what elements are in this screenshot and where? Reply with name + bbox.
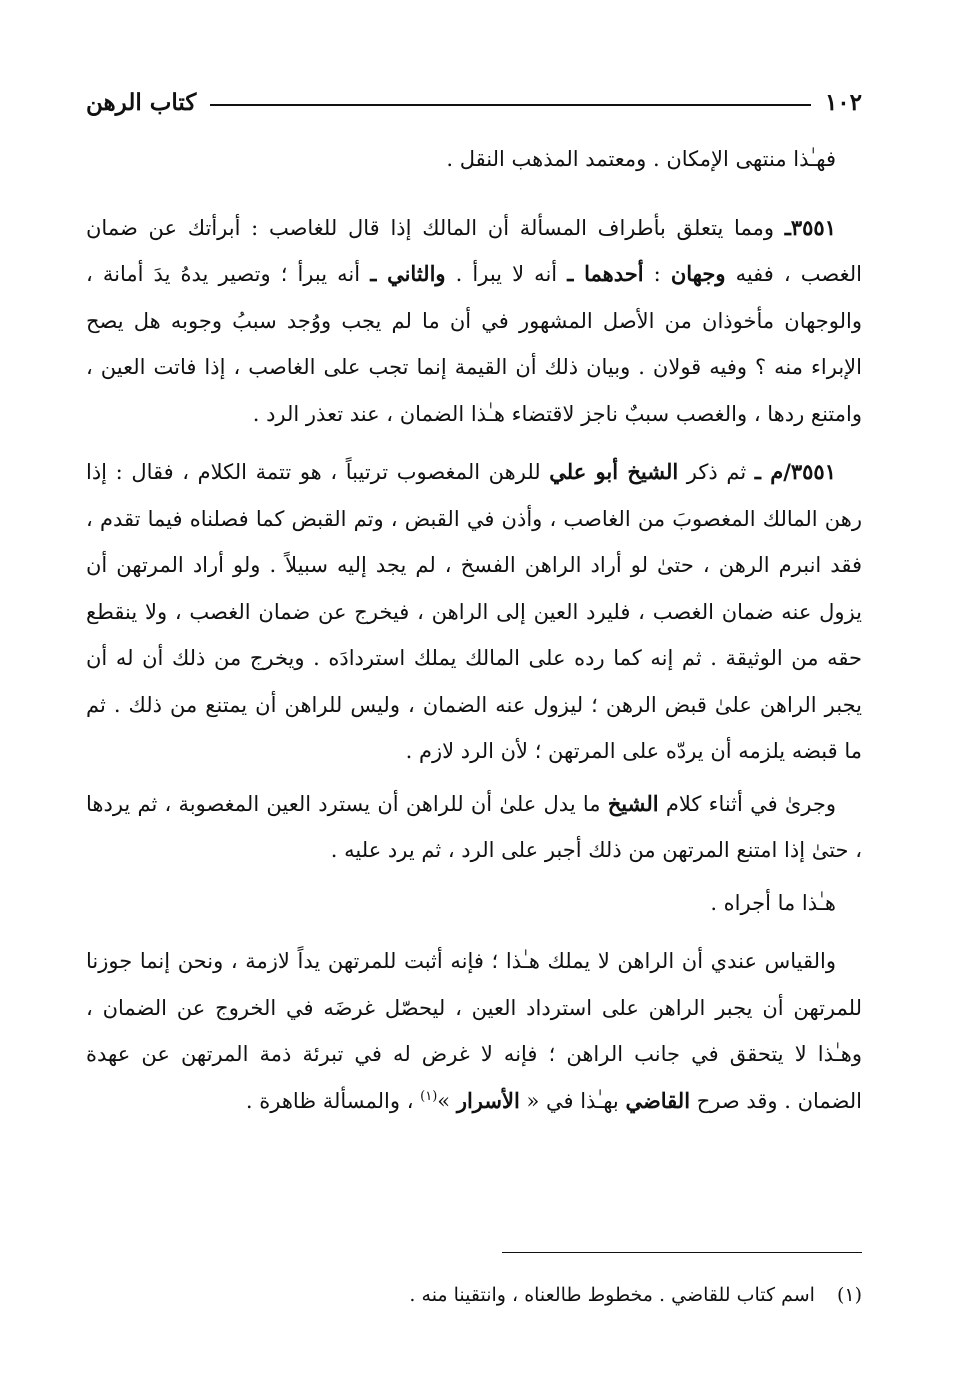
paragraph-4: [86, 781, 862, 874]
text-segment: ومما يتعلق بأطراف المسألة أن المالك إذا قال للغاصب : أبرأتك عن ضمان الغصب ، ففيه: [86, 215, 862, 286]
running-title: كتاب الرهن: [86, 88, 197, 116]
bold-term: أحدهما ـ: [567, 261, 644, 286]
text-segment: ما يدل علىٰ أن للراهن أن يسترد العين المغصوبة ، ثم يردها ، حتىٰ إذا امتنع المرتهن من ذلك أجبر على الرد ، ثم يرد عليه .: [86, 791, 862, 862]
header-rule: [210, 104, 811, 106]
text-segment: للرهن المغصوب ترتيباً ، هو تتمة الكلام ، فقال : إذا رهن المالك المغصوبَ من الغاصب ، وأذن في القبض ، وتم القبض كما فصلناه فيما تقدم ، فقد انبرم الرهن ، حتىٰ لو أراد الراهن الفسخ ، لم يجد إليه سبيلاً . ولو أراد المرتهن أن يزول عنه ضمان الغصب ، فليرد العين إلى الراهن ، فيخرج عن ضمان الغصب ، ولا ينقطع حقه من الوثيقة . ثم إنه كما رده على المالك يملك استردادَه . ويخرج من ذلك أن له أن يجبر الراهن علىٰ قبض الرهن ؛ ليزول عنه الضمان ، وليس للراهن أن يمتنع من ذلك . ثم ما قبضه يلزمه أن يردّه على المرتهن ؛ لأن الرد لازم .: [86, 460, 862, 763]
text-segment: أنه يبرأ ؛ وتصير يدهُ يدَ أمانة ، والوجهان مأخوذان من الأصل المشهور في أن ما لم يجب ووُجد سببُ وجوبه هل يصح الإبراء منه ؟ وفيه قولان . وبيان ذلك أن القيمة إنما تجب على الغاصب ، إذا فاتت العين ، وامتنع ردها ، والغصب سببٌ ناجز لاقتضاء هـٰذا الضمان ، عند تعذر الرد .: [86, 262, 862, 426]
paragraph-6: [86, 938, 862, 1124]
paragraph-3551-m: [86, 449, 862, 775]
text-segment: وجرىٰ في أثناء كلام: [658, 791, 836, 816]
footnote-reference[interactable]: (١): [420, 1088, 438, 1104]
text-segment: بهـٰذا في «: [519, 1088, 626, 1113]
text-segment: ثم ذكر: [678, 460, 755, 484]
footnote: [86, 1280, 862, 1310]
document-page: [86, 0, 862, 1390]
running-header: [86, 82, 862, 122]
paragraph-1: فهـٰذا منتهى الإمكان . ومعتمد المذهب النقل .: [446, 147, 836, 171]
issue-number: ٣٥٥١ـ: [784, 214, 836, 240]
text-segment: ، والمسألة ظاهرة .: [245, 1088, 421, 1113]
footnote-rule: [502, 1252, 862, 1253]
bold-term: وجهان: [670, 261, 726, 286]
bold-term: والثاني ـ: [370, 261, 446, 286]
footnote-text: اسم كتاب للقاضي . مخطوط طالعناه ، وانتقينا منه .: [409, 1284, 815, 1306]
page-number: ١٠٢: [824, 88, 862, 116]
text-segment: »: [437, 1088, 457, 1113]
footnote-mark: (١): [836, 1284, 862, 1306]
text-segment: والقياس عندي أن الراهن لا يملك هـٰذا ؛ فإنه أثبت للمرتهن يداً لازمة ، ونحن إنما جوزنا للمرتهن أن يجبر الراهن على استرداد العين ، ليحصّل غرضَه في الخروج عن الضمان ، وهـٰذا لا يتحقق في جانب الراهن ؛ فإنه لا غرض له في تبرئة ذمة المرتهن عن عهدة الضمان . وقد صرح: [86, 949, 862, 1113]
text-segment: :: [643, 262, 671, 286]
bold-term: القاضي: [625, 1087, 691, 1113]
bold-term: الشيخ أبو علي: [549, 459, 679, 484]
text-segment: أنه لا يبرأ .: [445, 262, 568, 286]
paragraph-5: هـٰذا ما أجراه .: [710, 890, 836, 915]
paragraph-3551: [86, 205, 862, 438]
bold-term: الشيخ: [607, 790, 659, 816]
book-title: الأسرار: [456, 1087, 520, 1113]
issue-number: ٣٥٥١/م ـ: [754, 459, 836, 484]
body-text: [86, 136, 862, 1124]
